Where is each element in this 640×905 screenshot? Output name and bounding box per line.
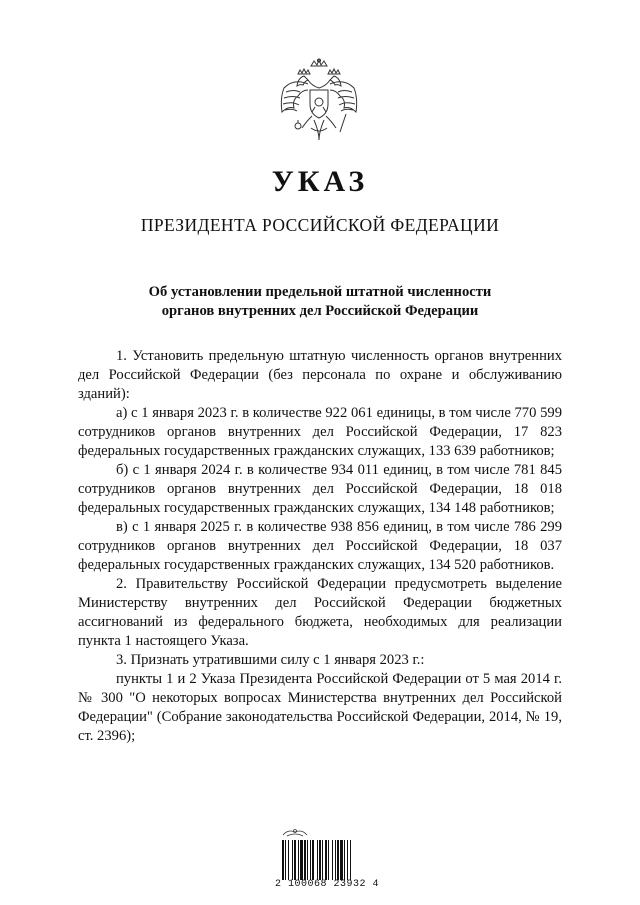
- barcode-bar: [300, 840, 303, 880]
- barcode-icon: [282, 840, 376, 880]
- barcode-bar: [332, 840, 333, 880]
- decree-heading: [80, 283, 560, 321]
- decree-body: [78, 347, 562, 746]
- barcode-bar: [325, 840, 327, 880]
- paragraph-1a: а) с 1 января 2023 г. в количестве 922 061 единицы, в том числе 770 599 сотрудников органов внутренних дел Российской Федерации, 17 823 федеральных государственных гражданских служащих, 133 639 работников;: [78, 405, 562, 459]
- barcode-bar: [288, 840, 289, 880]
- document-subtitle: ПРЕЗИДЕНТА РОССИЙСКОЙ ФЕДЕРАЦИИ: [140, 215, 500, 235]
- barcode-bar: [340, 840, 343, 880]
- barcode-bar: [335, 840, 336, 880]
- paragraph-1: 1. Установить предельную штатную численность органов внутренних дел Российской Федерации (без персонала по охране и обслуживанию зданий):: [78, 348, 562, 402]
- barcode-bar: [294, 840, 296, 880]
- paragraph-2: 2. Правительству Российской Федерации предусмотреть выделение Министерству внутренних дел Российской Федерации бюджетных ассигнований из федерального бюджета, необходимых для реализации пункта 1 настоящего Указа.: [78, 576, 562, 649]
- barcode-bar: [282, 840, 284, 880]
- paragraph-1c: в) с 1 января 2025 г. в количестве 938 856 единиц, в том числе 786 299 сотрудников органов внутренних дел Российской Федерации, 18 037 федеральных государственных гражданских служащих, 134 520 работников.: [78, 519, 562, 573]
- small-eagle-mark-icon: [281, 827, 309, 839]
- barcode-bar: [307, 840, 308, 880]
- barcode-bar: [317, 840, 318, 880]
- barcode-bar: [319, 840, 321, 880]
- barcode-bar: [292, 840, 293, 880]
- barcode-bar: [337, 840, 339, 880]
- barcode-bar: [310, 840, 311, 880]
- barcode-bar: [312, 840, 314, 880]
- barcode-bar: [298, 840, 299, 880]
- decree-heading-line-1: Об установлении предельной штатной численности: [148, 284, 492, 300]
- decree-heading-line-2: органов внутренних дел Российской Федерации: [161, 303, 479, 319]
- paragraph-1b: б) с 1 января 2024 г. в количестве 934 011 единиц, в том числе 781 845 сотрудников органов внутренних дел Российской Федерации, 18 018 федеральных государственных гражданских служащих, 134 148 работников;: [78, 462, 562, 516]
- paragraph-3a: пункты 1 и 2 Указа Президента Российской Федерации от 5 мая 2014 г. № 300 "О некоторых вопросах Министерства внутренних дел Российской Федерации" (Собрание законодательства Российской Федерации, 2014, № 19, ст. 2396);: [78, 671, 562, 744]
- barcode-bar: [328, 840, 329, 880]
- barcode-bar: [304, 840, 306, 880]
- barcode-number: 2 100068 23932 4: [274, 879, 379, 890]
- paragraph-3: 3. Признать утратившими силу с 1 января 2023 г.:: [116, 652, 425, 668]
- document-title: УКАЗ: [271, 165, 369, 198]
- barcode-bar: [350, 840, 351, 880]
- barcode-bar: [344, 840, 345, 880]
- barcode-bar: [347, 840, 348, 880]
- barcode-bar: [285, 840, 286, 880]
- double-headed-eagle-emblem-icon: [278, 58, 360, 144]
- barcode-bar: [322, 840, 323, 880]
